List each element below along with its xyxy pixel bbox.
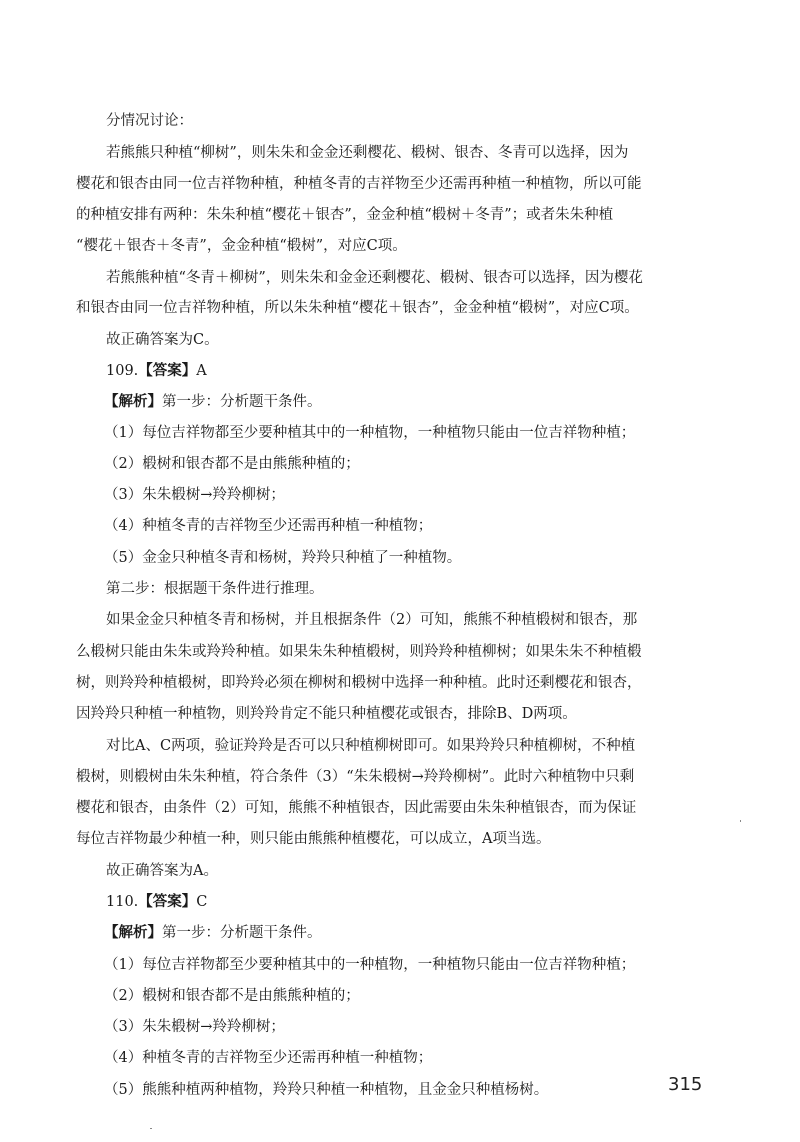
answer-value: C xyxy=(196,894,208,910)
condition-line: （3）朱朱椴树→羚羚柳树； xyxy=(104,487,285,503)
paragraph-line: 故正确答案为C。 xyxy=(106,332,219,348)
paragraph-line: “樱花＋银杏＋冬青”，金金种植“椴树”，对应C项。 xyxy=(76,238,407,254)
condition-line: （5）熊熊种植两种植物，羚羚只种植一种植物，且金金只种植杨树。 xyxy=(104,1082,549,1098)
answer-heading-109 xyxy=(106,361,712,381)
question-number: 109. xyxy=(106,363,139,379)
condition-line: （2）椴树和银杏都不是由熊熊种植的； xyxy=(104,456,360,472)
analysis-heading-109 xyxy=(104,392,712,412)
page-number: 315 xyxy=(668,1074,703,1095)
answer-label: 【答案】 xyxy=(138,893,197,910)
paragraph-line: 樱花和银杏，由条件（2）可知，熊熊不种植银杏，因此需要由朱朱种植银杏，而为保证 xyxy=(76,800,637,816)
paragraph-line: 每位吉祥物最少种植一种，则只能由熊熊种植樱花，可以成立，A项当选。 xyxy=(76,831,551,847)
answer-label: 【答案】 xyxy=(138,362,197,379)
paragraph-line: 樱花和银杏由同一位吉祥物种植，种植冬青的吉祥物至少还需再种植一种植物，所以可能 xyxy=(76,176,642,192)
paragraph-line: 树，则羚羚种植椴树，即羚羚必须在柳树和椴树中选择一种种植。此时还剩樱花和银杏， xyxy=(76,675,642,691)
condition-line: （5）金金只种植冬青和杨树，羚羚只种植了一种植物。 xyxy=(104,550,462,566)
answer-heading-110 xyxy=(106,892,712,912)
answer-value: A xyxy=(196,363,207,379)
condition-line: （2）椴树和银杏都不是由熊熊种植的； xyxy=(104,988,360,1004)
paragraph-line: 第二步：根据题干条件进行推理。 xyxy=(106,581,324,597)
paragraph-line: 对比A、C两项，验证羚羚是否可以只种植柳树即可。如果羚羚只种植柳树，不种植 xyxy=(106,738,636,754)
paragraph-line: 和银杏由同一位吉祥物种植，所以朱朱种植“樱花＋银杏”，金金种植“椴树”，对应C项。 xyxy=(76,300,639,316)
paragraph-line: 么椴树只能由朱朱或羚羚种植。如果朱朱种植椴树，则羚羚种植柳树；如果朱朱不种植椴 xyxy=(76,644,642,660)
analysis-heading-110 xyxy=(104,923,712,943)
paragraph-line: 分情况讨论： xyxy=(106,113,193,129)
analysis-label: 【解析】 xyxy=(104,393,162,410)
paragraph-line: 故正确答案为A。 xyxy=(106,863,218,879)
condition-line: （1）每位吉祥物都至少要种植其中的一种植物，一种植物只能由一位吉祥物种植； xyxy=(104,957,636,973)
analysis-text: 第一步：分析题干条件。 xyxy=(162,394,322,410)
condition-line: （4）种植冬青的吉祥物至少还需再种植一种植物； xyxy=(104,1050,433,1066)
question-number: 110. xyxy=(106,894,139,910)
paragraph-line: 若熊熊种植“冬青＋柳树”，则朱朱和金金还剩樱花、椴树、银杏可以选择，因为樱花 xyxy=(106,270,643,286)
analysis-text: 第一步：分析题干条件。 xyxy=(162,925,322,941)
paragraph-line: 椴树，则椴树由朱朱种植，符合条件（3）“朱朱椴树→羚羚柳树”。此时六种植物中只剩 xyxy=(76,769,635,785)
scan-speck xyxy=(150,1128,152,1129)
analysis-label: 【解析】 xyxy=(104,924,162,941)
scan-speck xyxy=(740,820,741,822)
condition-line: （1）每位吉祥物都至少要种植其中的一种植物，一种植物只能由一位吉祥物种植； xyxy=(104,425,636,441)
condition-line: （4）种植冬青的吉祥物至少还需再种植一种植物； xyxy=(104,518,433,534)
paragraph-line: 若熊熊只种植“柳树”，则朱朱和金金还剩樱花、椴树、银杏、冬青可以选择，因为 xyxy=(106,145,629,161)
paragraph-line: 如果金金只种植冬青和杨树，并且根据条件（2）可知，熊熊不种植椴树和银杏，那 xyxy=(106,612,638,628)
paragraph-line: 的种植安排有两种：朱朱种植“樱花＋银杏”，金金种植“椴树＋冬青”；或者朱朱种植 xyxy=(76,207,614,223)
condition-line: （3）朱朱椴树→羚羚柳树； xyxy=(104,1019,285,1035)
paragraph-line: 因羚羚只种植一种植物，则羚羚肯定不能只种植樱花或银杏，排除B、D两项。 xyxy=(76,706,577,722)
